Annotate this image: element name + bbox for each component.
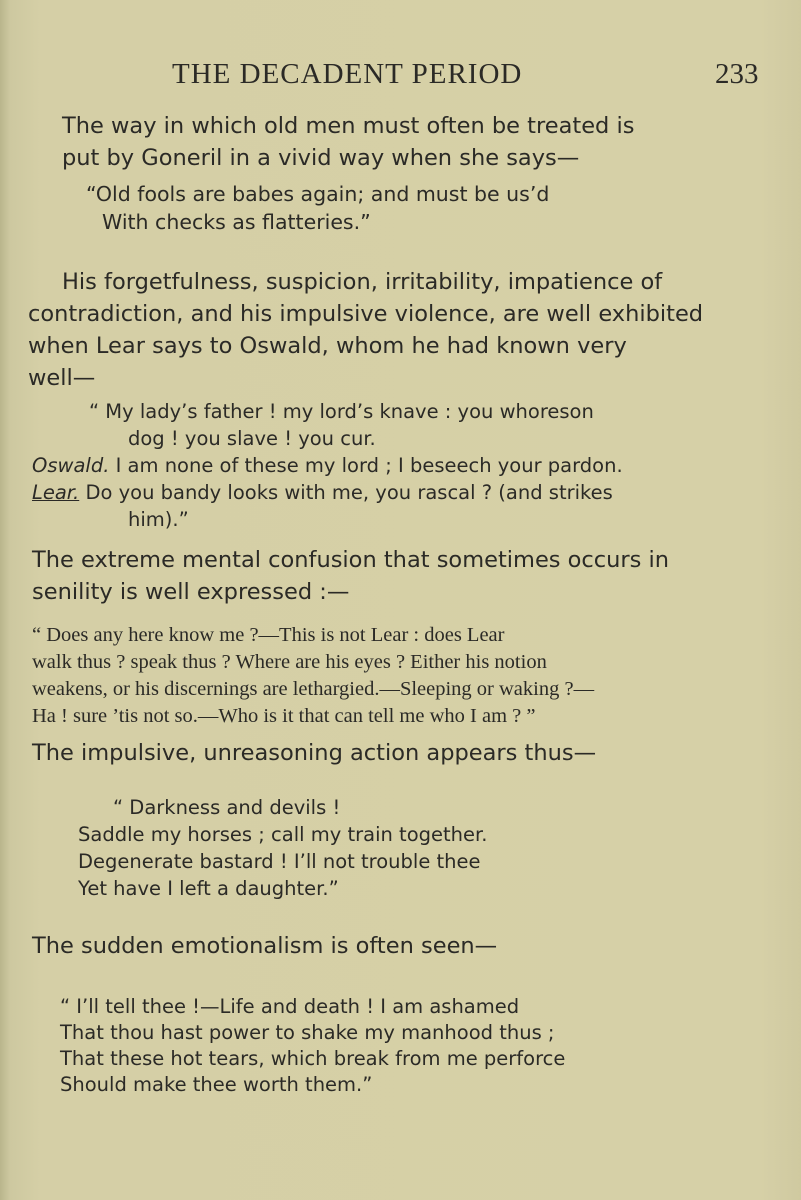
quote-line: Should make thee worth them.” xyxy=(60,1073,373,1096)
quote-does-any-here-know-me xyxy=(32,622,594,730)
quote-line xyxy=(32,479,623,506)
paragraph-lear-traits xyxy=(28,266,704,394)
quote-line: That these hot tears, which break from me perforce xyxy=(60,1047,566,1070)
text-line: The extreme mental confusion that sometimes occurs in xyxy=(32,547,670,573)
quote-line: “Old fools are babes again; and must be us’d xyxy=(86,182,550,206)
quote-line: Ha ! sure ’tis not so.—Who is it that can tell me who I am ? ” xyxy=(32,705,536,727)
quote-line: “ Does any here know me ?—This is not Lear : does Lear xyxy=(32,624,505,646)
quote-line: “ I’ll tell thee !—Life and death ! I am ashamed xyxy=(60,995,520,1018)
quote-line: Degenerate bastard ! I’ll not trouble thee xyxy=(78,850,481,873)
text-line: The sudden emotionalism is often seen— xyxy=(32,933,498,959)
paragraph-emotionalism xyxy=(32,930,497,962)
quote-lear-oswald xyxy=(32,398,623,533)
paragraph-impulsive-action xyxy=(32,737,596,769)
speech-text: I am none of these my lord ; I beseech your pardon. xyxy=(109,454,623,477)
text-line: well— xyxy=(28,365,96,391)
paragraph-mental-confusion xyxy=(32,544,669,608)
quote-line: weakens, or his discernings are lethargied.—Sleeping or waking ?— xyxy=(32,678,595,700)
speaker-name: Oswald. xyxy=(32,454,110,477)
quote-goneril xyxy=(86,180,549,236)
quote-line: walk thus ? speak thus ? Where are his eyes ? Either his notion xyxy=(32,651,547,673)
text-line: The way in which old men must often be treated is xyxy=(62,113,635,139)
quote-line: With checks as flatteries.” xyxy=(102,210,371,234)
text-line: contradiction, and his impulsive violence, are well exhibited xyxy=(28,301,704,327)
quote-line: That thou hast power to shake my manhood thus ; xyxy=(60,1021,555,1044)
quote-ill-tell-thee xyxy=(60,994,565,1098)
quote-line: Yet have I left a daughter.” xyxy=(78,877,339,900)
running-head: THE DECADENT PERIOD xyxy=(172,58,523,90)
paragraph-goneril-intro xyxy=(62,110,634,174)
quote-line: Saddle my horses ; call my train together. xyxy=(78,823,488,846)
text-line: The impulsive, unreasoning action appears thus— xyxy=(32,740,597,766)
text-line: when Lear says to Oswald, whom he had known very xyxy=(28,333,627,359)
speech-text: Do you bandy looks with me, you rascal ? (and strikes xyxy=(79,481,613,504)
quote-line: dog ! you slave ! you cur. xyxy=(128,427,376,450)
speaker-name: Lear. xyxy=(32,481,80,504)
quote-line: him).” xyxy=(128,508,189,531)
quote-darkness-and-devils xyxy=(78,794,487,902)
quote-line: “ Darkness and devils ! xyxy=(113,796,341,819)
quote-line: “ My lady’s father ! my lord’s knave : you whoreson xyxy=(89,400,594,423)
text-line: put by Goneril in a vivid way when she says— xyxy=(62,145,580,171)
text-line: senility is well expressed :— xyxy=(32,579,350,605)
text-line: His forgetfulness, suspicion, irritability, impatience of xyxy=(62,269,663,295)
quote-line xyxy=(32,452,623,479)
page-number: 233 xyxy=(715,58,759,90)
page-header xyxy=(0,58,801,98)
